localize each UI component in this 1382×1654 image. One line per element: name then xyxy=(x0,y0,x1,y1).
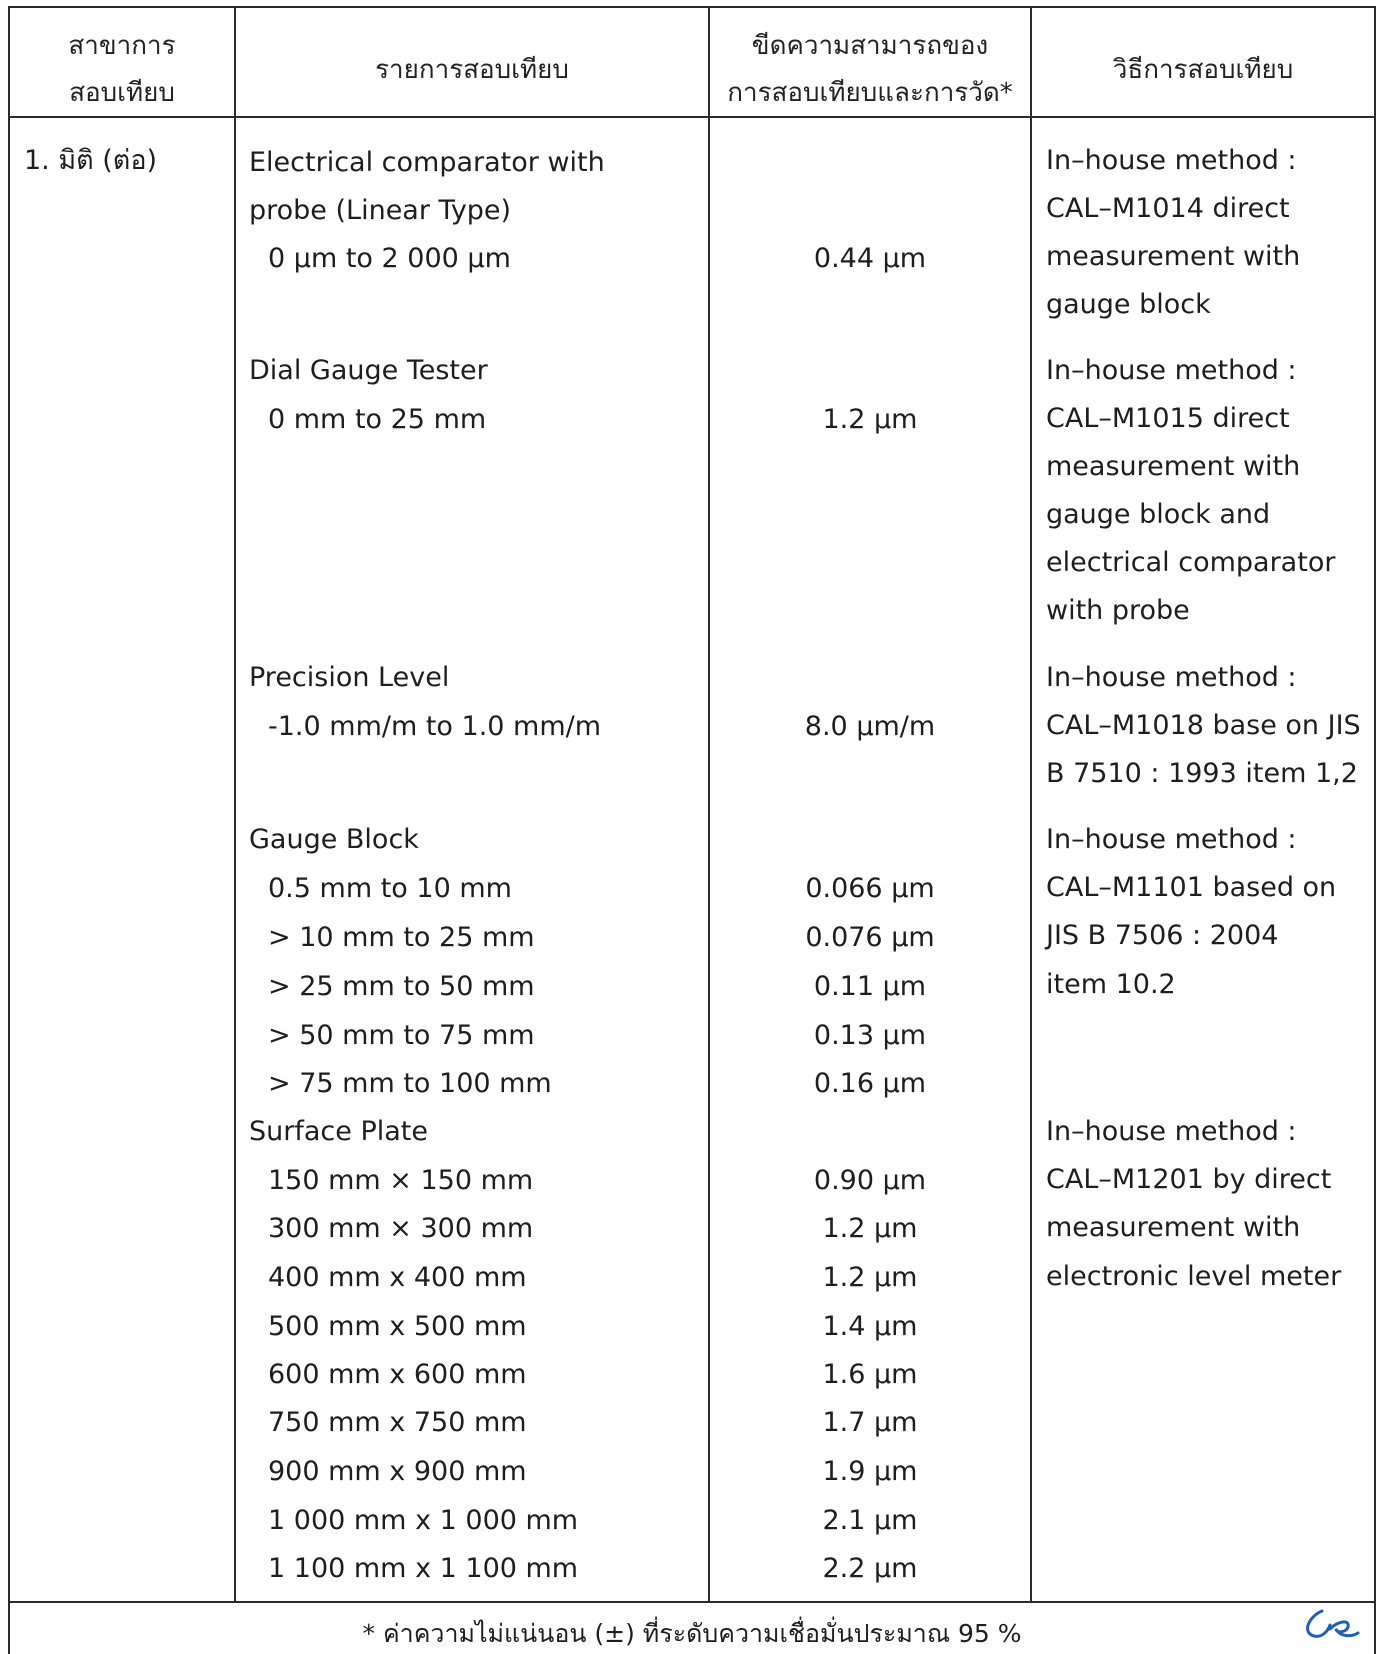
capability-value: 0.076 µm xyxy=(805,922,935,953)
method-line: CAL–M1015 direct xyxy=(1046,403,1290,434)
capability-value: 2.1 µm xyxy=(822,1505,918,1536)
method-line: In–house method : xyxy=(1046,824,1297,855)
item-line: > 50 mm to 75 mm xyxy=(268,1020,535,1051)
method-line: gauge block xyxy=(1046,289,1211,320)
item-line: 750 mm x 750 mm xyxy=(268,1407,527,1438)
method-line: electronic level meter xyxy=(1046,1261,1342,1292)
header-bottom-border xyxy=(8,116,1376,118)
item-line: > 75 mm to 100 mm xyxy=(268,1068,552,1099)
calibration-field: 1. มิติ (ต่อ) xyxy=(24,145,158,176)
item-line: 150 mm × 150 mm xyxy=(268,1165,534,1196)
capability-value: 1.6 µm xyxy=(822,1359,918,1390)
method-line: In–house method : xyxy=(1046,1116,1297,1147)
method-line: JIS B 7506 : 2004 xyxy=(1046,920,1279,951)
item-line: 1 000 mm x 1 000 mm xyxy=(268,1505,579,1536)
method-line: item 10.2 xyxy=(1046,969,1176,1000)
capability-value: 1.2 µm xyxy=(822,1213,918,1244)
table-right-border xyxy=(1374,6,1376,1654)
capability-value: 2.2 µm xyxy=(822,1553,918,1584)
capability-value: 0.11 µm xyxy=(813,971,927,1002)
method-line: measurement with xyxy=(1046,241,1301,272)
item-line: 300 mm × 300 mm xyxy=(268,1213,534,1244)
body-bottom-border xyxy=(8,1601,1376,1603)
signature-mark xyxy=(1300,1603,1362,1643)
method-line: gauge block and xyxy=(1046,499,1271,530)
item-line: 400 mm x 400 mm xyxy=(268,1262,527,1293)
capability-value: 0.90 µm xyxy=(813,1165,927,1196)
column-divider-1 xyxy=(234,6,236,1603)
capability-value: 0.44 µm xyxy=(813,243,927,274)
capability-value: 1.2 µm xyxy=(822,1262,918,1293)
uncertainty-footnote: * ค่าความไม่แน่นอน (±) ที่ระดับความเชื่อมั่นประมาณ 95 % xyxy=(362,1619,1022,1648)
capability-value: 0.16 µm xyxy=(813,1068,927,1099)
item-line: 1 100 mm x 1 100 mm xyxy=(268,1553,579,1584)
method-line: measurement with xyxy=(1046,1212,1301,1243)
header-capability-line-2: การสอบเทียบและการวัด* xyxy=(727,78,1013,108)
item-line: probe (Linear Type) xyxy=(249,195,512,226)
item-line: Precision Level xyxy=(249,662,450,693)
item-line: 900 mm x 900 mm xyxy=(268,1456,527,1487)
item-line: Gauge Block xyxy=(249,824,419,855)
header-field-line-2: สอบเทียบ xyxy=(69,78,175,108)
method-line: measurement with xyxy=(1046,451,1301,482)
method-line: CAL–M1018 base on JIS xyxy=(1046,710,1361,741)
method-line: electrical comparator xyxy=(1046,547,1336,578)
capability-value: 0.066 µm xyxy=(805,873,935,904)
capability-value: 0.13 µm xyxy=(813,1020,927,1051)
method-line: B 7510 : 1993 item 1,2 xyxy=(1046,758,1358,789)
item-line: 0 µm to 2 000 µm xyxy=(268,243,511,274)
item-line: 600 mm x 600 mm xyxy=(268,1359,527,1390)
item-line: 0.5 mm to 10 mm xyxy=(268,873,512,904)
header-method: วิธีการสอบเทียบ xyxy=(1112,55,1294,85)
header-field-line-1: สาขาการ xyxy=(68,31,176,61)
capability-value: 1.2 µm xyxy=(822,404,918,435)
item-line: -1.0 mm/m to 1.0 mm/m xyxy=(268,711,602,742)
method-line: with probe xyxy=(1046,595,1190,626)
table-left-border xyxy=(8,6,10,1654)
column-divider-3 xyxy=(1030,6,1032,1603)
item-line: > 10 mm to 25 mm xyxy=(268,922,535,953)
header-capability-line-1: ขีดความสามารถของ xyxy=(751,31,989,61)
capability-value: 8.0 µm/m xyxy=(804,711,936,742)
item-line: 500 mm x 500 mm xyxy=(268,1311,527,1342)
item-line: 0 mm to 25 mm xyxy=(268,404,487,435)
method-line: CAL–M1201 by direct xyxy=(1046,1164,1332,1195)
item-line: Electrical comparator with xyxy=(249,147,605,178)
method-line: CAL–M1014 direct xyxy=(1046,193,1290,224)
capability-value: 1.9 µm xyxy=(822,1456,918,1487)
method-line: In–house method : xyxy=(1046,662,1297,693)
table-top-border xyxy=(8,6,1376,8)
item-line: Surface Plate xyxy=(249,1116,428,1147)
method-line: In–house method : xyxy=(1046,145,1297,176)
method-line: In–house method : xyxy=(1046,355,1297,386)
item-line: > 25 mm to 50 mm xyxy=(268,971,535,1002)
item-line: Dial Gauge Tester xyxy=(249,355,488,386)
capability-value: 1.4 µm xyxy=(822,1311,918,1342)
capability-value: 1.7 µm xyxy=(822,1407,918,1438)
header-items: รายการสอบเทียบ xyxy=(375,55,569,85)
method-line: CAL–M1101 based on xyxy=(1046,872,1337,903)
